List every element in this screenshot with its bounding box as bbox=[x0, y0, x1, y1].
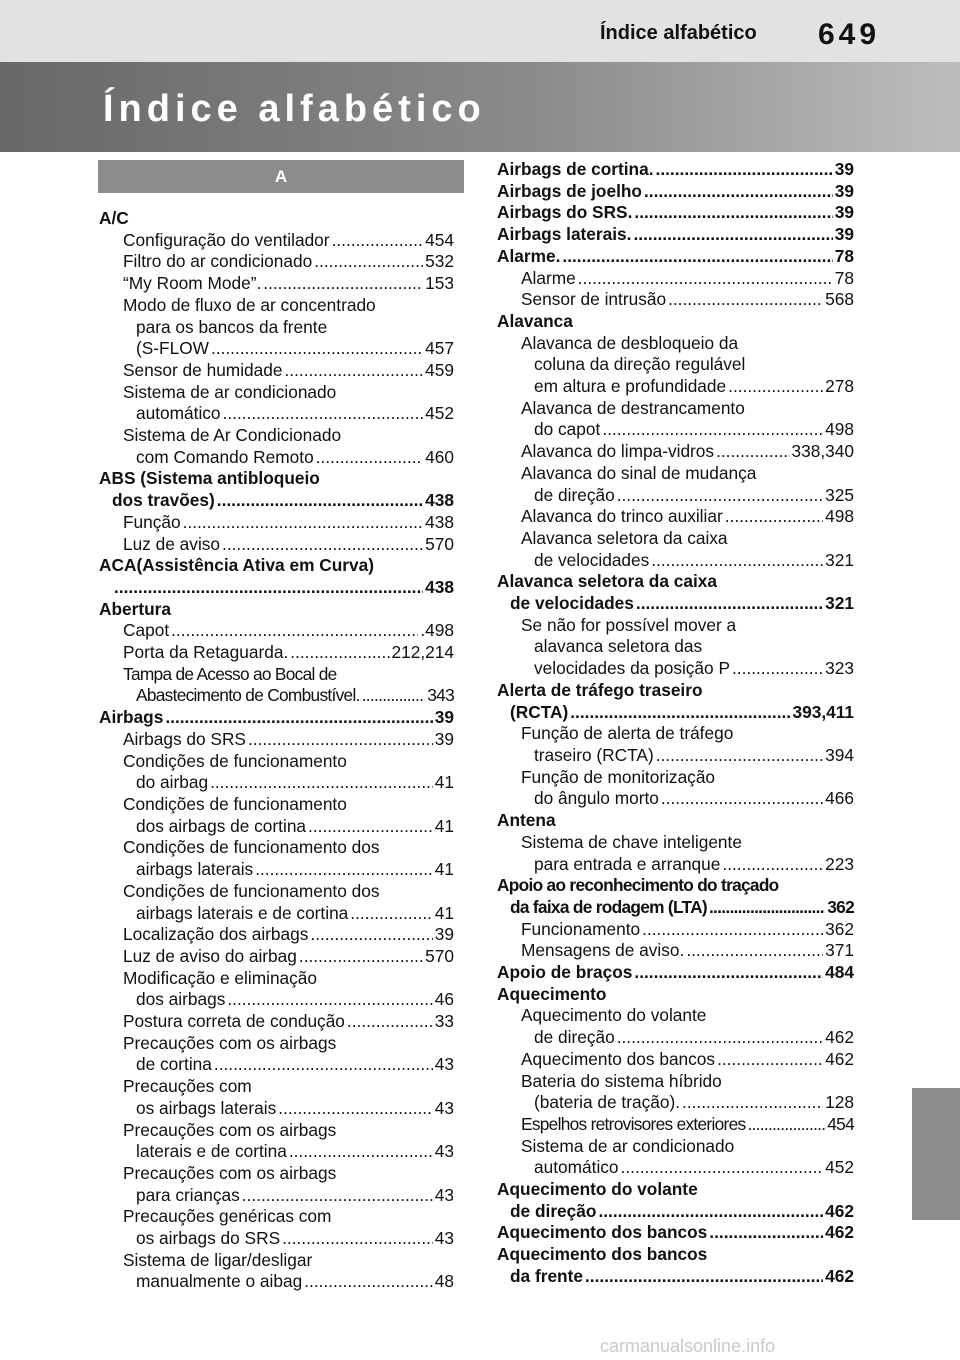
banner-title: Índice alfabético bbox=[103, 88, 486, 130]
index-entry: Abastecimento de Combustível. ..... 343 bbox=[99, 685, 454, 707]
index-heading-entry: da faixa de rodagem (LTA) ..... 362 bbox=[497, 897, 854, 919]
page-header bbox=[0, 0, 960, 62]
index-heading: Aquecimento dos bancos bbox=[497, 1244, 708, 1265]
index-heading: Aquecimento do volante bbox=[497, 1179, 698, 1200]
index-entry: de cortina ..... 43 bbox=[99, 1054, 454, 1076]
index-heading: ABS (Sistema antibloqueio bbox=[99, 468, 320, 489]
index-entry-line: Modificação e eliminação bbox=[123, 967, 318, 988]
index-entry-line: Função de alerta de tráfego bbox=[521, 723, 734, 744]
index-entry-line: Bateria do sistema híbrido bbox=[521, 1070, 722, 1091]
index-entry-line: Alavanca do sinal de mudança bbox=[521, 462, 757, 483]
index-heading: Alerta de tráfego traseiro bbox=[497, 679, 703, 700]
index-entry-line: Modo de fluxo de ar concentrado bbox=[123, 294, 376, 315]
index-entry-line: Se não for possível mover a bbox=[521, 614, 737, 635]
index-entry: Luz de aviso do airbag ..... 570 bbox=[99, 946, 454, 968]
index-entry: laterais e de cortina ..... 43 bbox=[99, 1141, 454, 1163]
index-entry: “My Room Mode”. ..... 153 bbox=[99, 273, 454, 295]
index-entry: Sensor de intrusão ..... 568 bbox=[497, 289, 854, 311]
index-entry: dos airbags ..... 46 bbox=[99, 989, 454, 1011]
index-entry-line: Sistema de ar condicionado bbox=[123, 381, 337, 402]
index-heading: Alavanca seletora da caixa bbox=[497, 571, 717, 592]
index-heading: Aquecimento bbox=[497, 983, 607, 1004]
index-heading-entry: Airbags de cortina. ..... 39 bbox=[497, 159, 854, 181]
index-entry: os airbags do SRS ..... 43 bbox=[99, 1228, 454, 1250]
index-column-left bbox=[99, 208, 454, 1293]
index-heading: A/C bbox=[99, 208, 129, 228]
index-entry: Postura correta de condução ..... 33 bbox=[99, 1011, 454, 1033]
index-entry-line: Alavanca seletora da caixa bbox=[521, 527, 728, 548]
index-entry-line: Sistema de ligar/desligar bbox=[123, 1249, 313, 1270]
index-entry: Filtro do ar condicionado ..... 532 bbox=[99, 251, 454, 273]
index-entry: Funcionamento ..... 362 bbox=[497, 919, 854, 941]
index-entry-line: Função de monitorização bbox=[521, 766, 716, 787]
index-entry: os airbags laterais ..... 43 bbox=[99, 1098, 454, 1120]
index-entry: dos airbags de cortina ..... 41 bbox=[99, 816, 454, 838]
index-entry-line: Sistema de chave inteligente bbox=[521, 831, 742, 852]
index-entry: Porta da Retaguarda. ..... 212,214 bbox=[99, 642, 454, 664]
index-entry: Alavanca do trinco auxiliar ..... 498 bbox=[497, 506, 854, 528]
index-entry-line: coluna da direção regulável bbox=[534, 354, 746, 375]
index-entry: Localização dos airbags ..... 39 bbox=[99, 924, 454, 946]
index-entry: manualmente o aibag ..... 48 bbox=[99, 1271, 454, 1293]
index-entry-line: Precauções com os airbags bbox=[123, 1119, 337, 1140]
index-heading: Alavanca bbox=[497, 310, 573, 331]
index-entry-line: Sistema de ar condicionado bbox=[521, 1135, 735, 1156]
index-entry: Função ..... 438 bbox=[99, 512, 454, 534]
index-entry: do capot ..... 498 bbox=[497, 419, 854, 441]
index-entry: do airbag ..... 41 bbox=[99, 772, 454, 794]
thumb-index-tab bbox=[912, 1088, 960, 1220]
index-entry: (S-FLOW ..... 457 bbox=[99, 338, 454, 360]
index-entry: traseiro (RCTA) ..... 394 bbox=[497, 745, 854, 767]
index-entry-line: Aquecimento do volante bbox=[521, 1005, 707, 1026]
index-entry: Configuração do ventilador ..... 454 bbox=[99, 230, 454, 252]
index-entry: (bateria de tração). ..... 128 bbox=[497, 1092, 854, 1114]
index-entry: para entrada e arranque ..... 223 bbox=[497, 854, 854, 876]
index-entry: automático ..... 452 bbox=[497, 1157, 854, 1179]
index-entry-line: Tampa de Acesso ao Bocal de bbox=[123, 663, 337, 684]
index-heading-entry: da frente ..... 462 bbox=[497, 1266, 854, 1288]
index-entry: velocidades da posição P ..... 323 bbox=[497, 658, 854, 680]
index-entry: de direção ..... 325 bbox=[497, 485, 854, 507]
running-header-title: Índice alfabético bbox=[600, 22, 757, 44]
index-entry-line: Precauções com os airbags bbox=[123, 1162, 337, 1183]
index-entry: Espelhos retrovisores exteriores ..... 454 bbox=[497, 1114, 854, 1136]
index-heading-entry: ..... 438 bbox=[99, 577, 454, 599]
index-entry: em altura e profundidade ..... 278 bbox=[497, 376, 854, 398]
index-entry: Luz de aviso ..... 570 bbox=[99, 534, 454, 556]
index-heading-entry: Airbags de joelho ..... 39 bbox=[497, 181, 854, 203]
index-column-right bbox=[497, 159, 854, 1288]
chapter-banner bbox=[0, 62, 960, 152]
index-entry-line: Sistema de Ar Condicionado bbox=[123, 425, 342, 446]
index-heading-entry: dos travões) ..... 438 bbox=[99, 490, 454, 512]
index-heading-entry: de direção ..... 462 bbox=[497, 1201, 854, 1223]
index-entry: airbags laterais ..... 41 bbox=[99, 859, 454, 881]
index-heading-entry: (RCTA) ..... 393,411 bbox=[497, 702, 854, 724]
index-entry: Alarme ..... 78 bbox=[497, 268, 854, 290]
index-entry: para crianças ..... 43 bbox=[99, 1185, 454, 1207]
index-heading: ACA(Assistência Ativa em Curva) bbox=[99, 555, 374, 576]
index-entry-line: Condições de funcionamento bbox=[123, 750, 347, 771]
index-heading-entry: Airbags ..... 39 bbox=[99, 707, 454, 729]
index-entry: com Comando Remoto ..... 460 bbox=[99, 447, 454, 469]
index-heading-entry: Aquecimento dos bancos ..... 462 bbox=[497, 1222, 854, 1244]
index-entry: de direção ..... 462 bbox=[497, 1027, 854, 1049]
index-heading-entry: Alarme. ..... 78 bbox=[497, 246, 854, 268]
index-heading-entry: Airbags laterais. ..... 39 bbox=[497, 224, 854, 246]
index-entry: Airbags do SRS ..... 39 bbox=[99, 729, 454, 751]
index-entry-line: Condições de funcionamento dos bbox=[123, 880, 380, 901]
index-heading-entry: Apoio de braços ..... 484 bbox=[497, 962, 854, 984]
index-entry: Aquecimento dos bancos ..... 462 bbox=[497, 1049, 854, 1071]
index-entry: Sensor de humidade ..... 459 bbox=[99, 360, 454, 382]
index-entry: Mensagens de aviso. ..... 371 bbox=[497, 940, 854, 962]
index-entry: Capot ..... .498 bbox=[99, 620, 454, 642]
index-heading-entry: de velocidades ..... 321 bbox=[497, 593, 854, 615]
index-entry-line: para os bancos da frente bbox=[136, 316, 328, 337]
index-entry: Alavanca do limpa-vidros ..... 338,340 bbox=[497, 441, 854, 463]
index-entry: de velocidades ..... 321 bbox=[497, 550, 854, 572]
page-number: 649 bbox=[818, 18, 881, 51]
index-entry-line: Condições de funcionamento dos bbox=[123, 837, 380, 858]
index-heading: Antena bbox=[497, 810, 556, 831]
index-entry-line: Alavanca de destrancamento bbox=[521, 397, 745, 418]
index-entry: automático ..... 452 bbox=[99, 403, 454, 425]
index-entry-line: Precauções com os airbags bbox=[123, 1032, 337, 1053]
index-entry-line: Condições de funcionamento bbox=[123, 793, 347, 814]
index-heading: Abertura bbox=[99, 598, 172, 619]
letter-heading-a: A bbox=[98, 160, 464, 193]
index-entry: do ângulo morto ..... 466 bbox=[497, 788, 854, 810]
index-entry-line: Precauções com bbox=[123, 1076, 252, 1097]
watermark: carmanualsonline.info bbox=[600, 1336, 776, 1356]
index-entry-line: Precauções genéricas com bbox=[123, 1206, 332, 1227]
index-entry-line: alavanca seletora das bbox=[534, 636, 703, 657]
index-entry-line: Alavanca de desbloqueio da bbox=[521, 332, 739, 353]
index-heading-entry: Airbags do SRS. ..... 39 bbox=[497, 202, 854, 224]
index-heading: Apoio ao reconhecimento do traçado bbox=[497, 875, 779, 896]
index-entry: airbags laterais e de cortina ..... 41 bbox=[99, 903, 454, 925]
